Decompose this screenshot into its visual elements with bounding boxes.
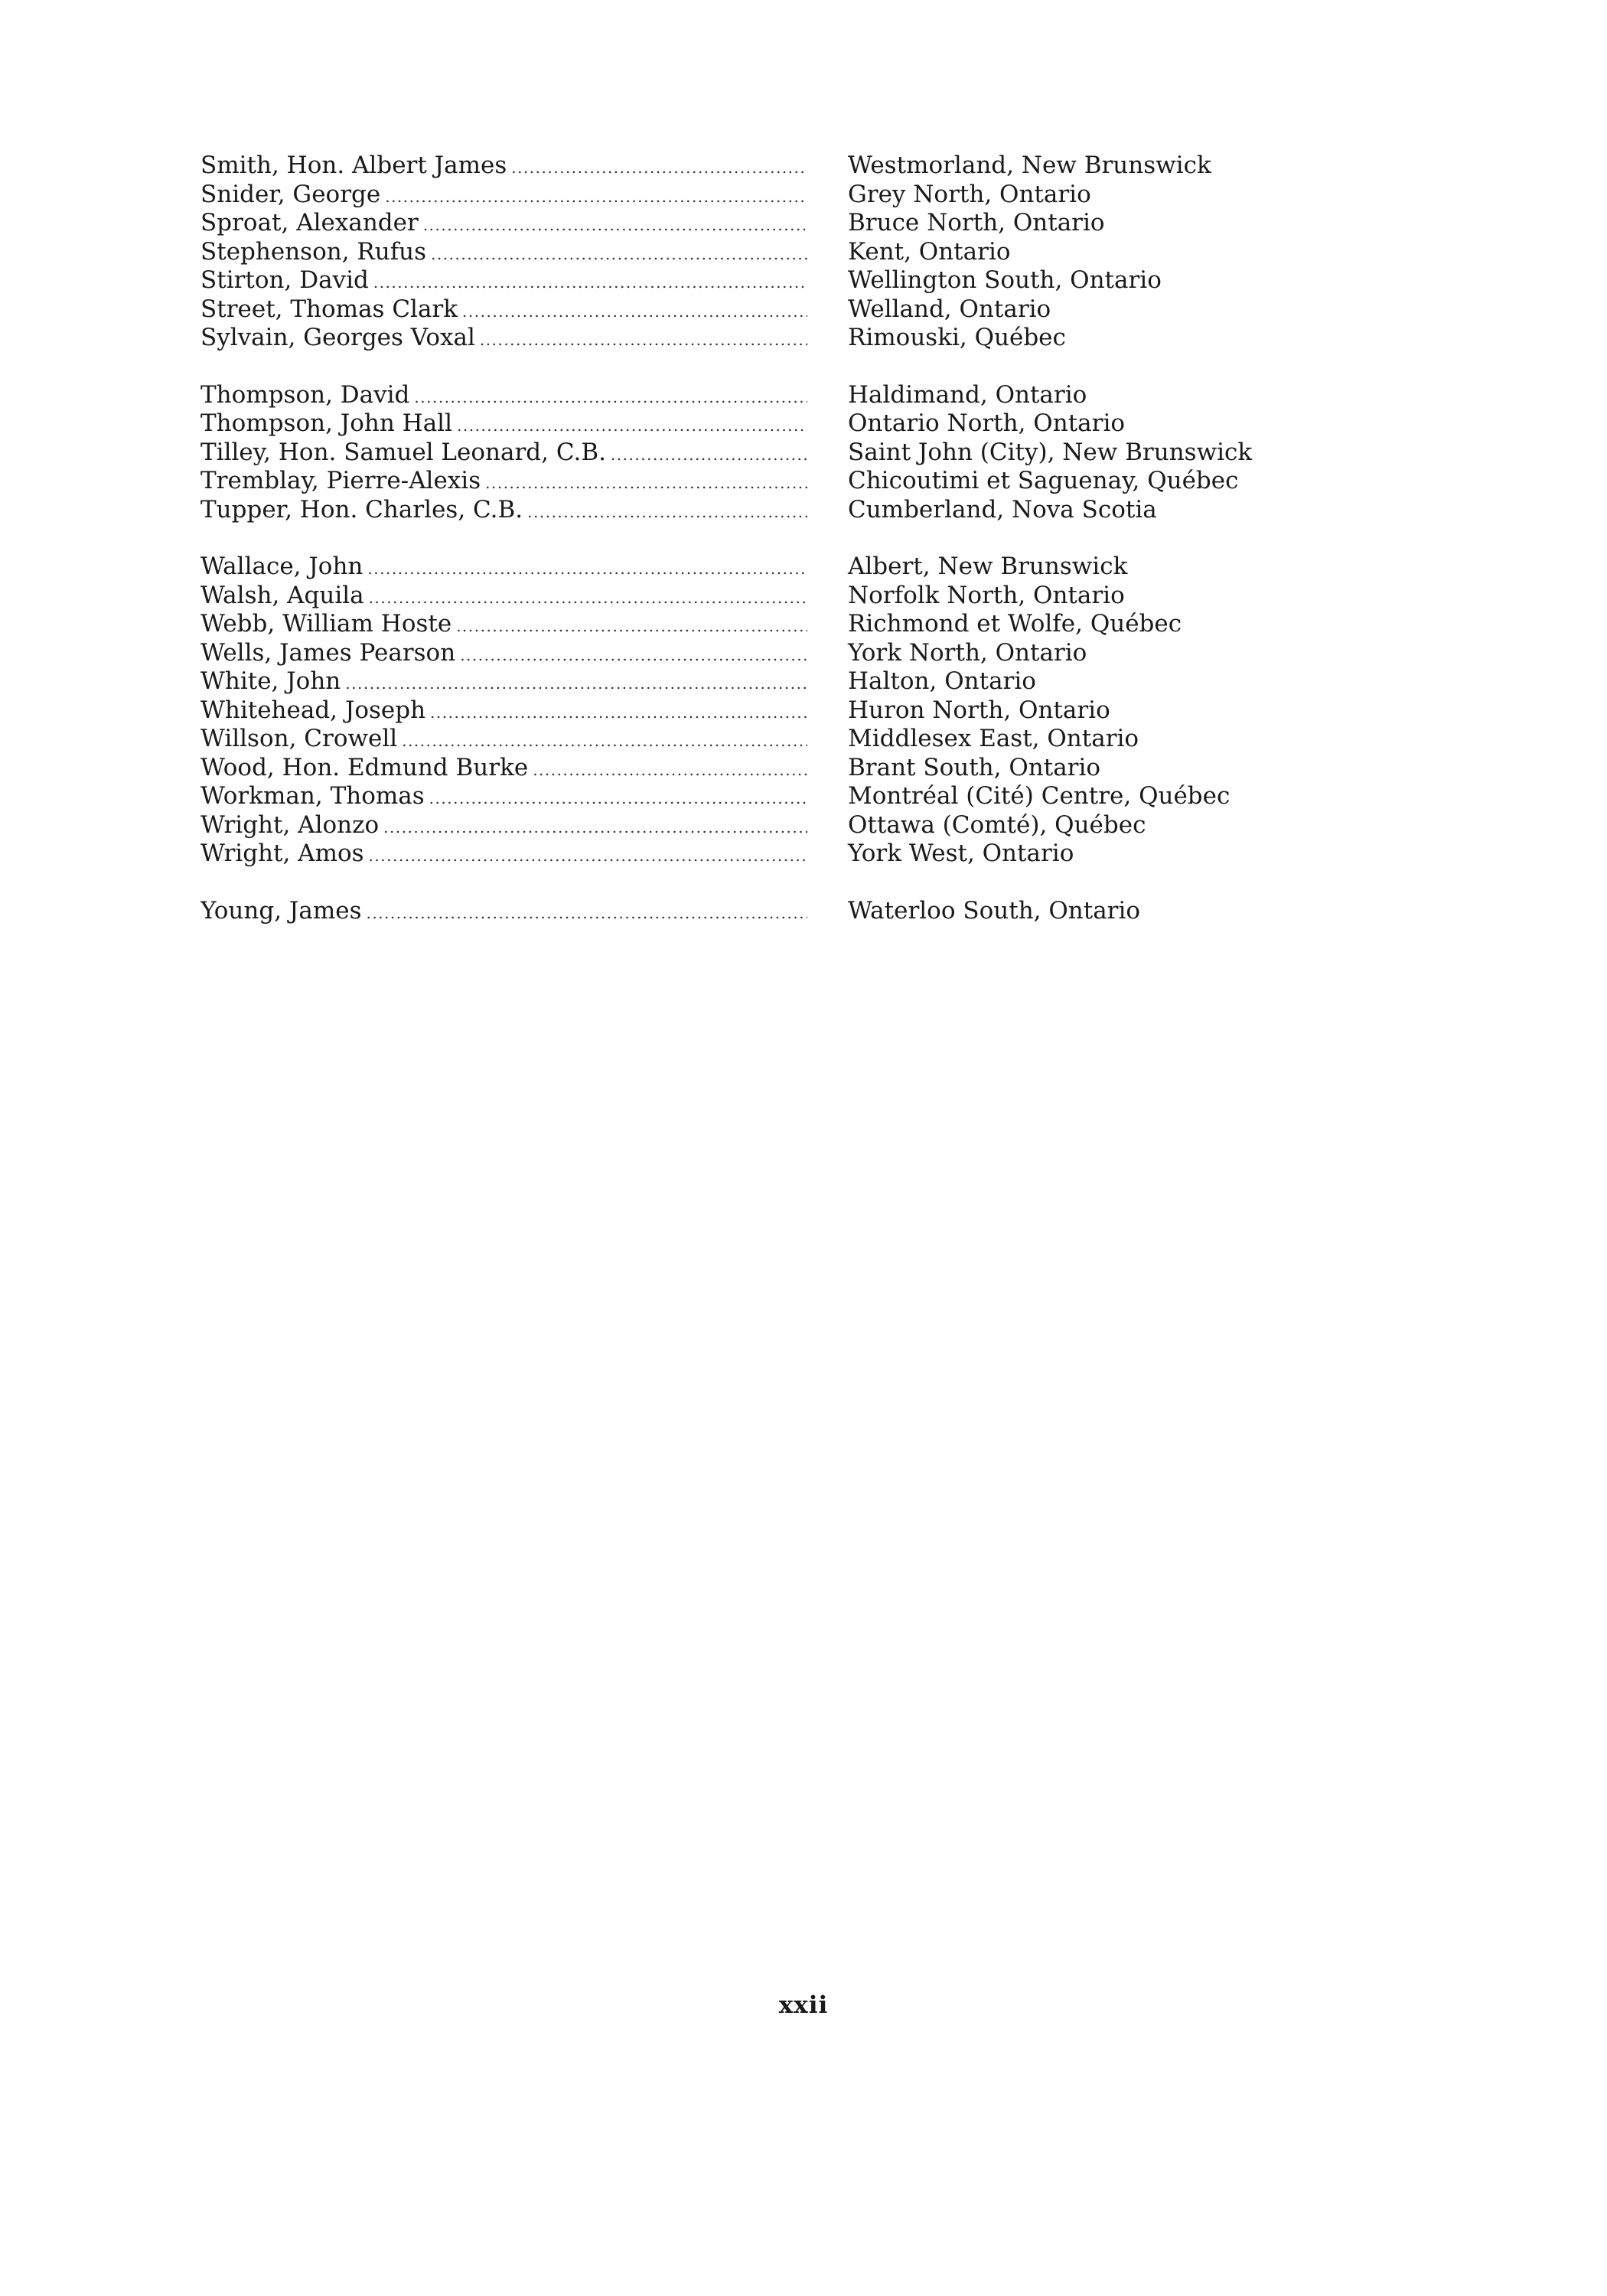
dot-leader [511,154,807,183]
member-name: Wood, Hon. Edmund Burke [200,753,529,781]
riding-name: Ontario North, Ontario [848,409,1126,437]
dot-leader [462,298,807,327]
member-cell [200,840,807,871]
member-cell [200,897,807,928]
dot-leader [385,183,807,212]
riding-name: Kent, Ontario [848,237,1011,266]
member-cell [200,209,807,240]
member-cell [200,782,807,814]
page-number: xxii [778,1991,829,2019]
list-item [200,439,1348,468]
member-name: Thompson, David [200,380,410,409]
member-cell [200,667,807,699]
riding-name: Montréal (Cité) Centre, Québec [848,782,1231,810]
member-cell [200,266,807,298]
member-name: Street, Thomas Clark [200,295,458,323]
riding-name: Welland, Ontario [848,295,1051,323]
riding-name: Westmorland, New Brunswick [848,152,1211,179]
dot-leader [366,899,807,928]
list-item [200,209,1348,238]
list-item [200,782,1348,811]
dot-leader [423,211,807,240]
member-name: Stephenson, Rufus [200,237,427,266]
riding-name: Grey North, Ontario [848,180,1091,208]
member-cell [200,639,807,670]
riding-name: Halton, Ontario [848,667,1036,695]
member-name: Whitehead, Joseph [200,696,426,724]
dot-leader [369,842,807,871]
riding-name: Waterloo South, Ontario [848,896,1141,925]
list-item [200,754,1348,783]
dot-leader [345,670,807,699]
list-item [200,553,1348,582]
dot-leader [369,584,807,613]
member-name: Willson, Crowell [200,725,398,752]
list-item [200,639,1348,668]
member-cell [200,610,807,641]
riding-name: Brant South, Ontario [848,753,1101,781]
member-name: Snider, George [200,180,381,208]
dot-leader [402,727,807,756]
dot-leader [485,469,807,498]
dot-leader [429,784,807,814]
member-cell [200,496,807,527]
dot-leader [367,555,807,584]
list-item [200,152,1348,181]
member-cell [200,152,807,183]
member-name: Webb, William Hoste [200,610,452,638]
dot-leader [480,326,807,355]
list-item [200,467,1348,496]
dot-leader [457,412,807,441]
riding-name: Huron North, Ontario [848,696,1110,724]
member-name: Sproat, Alexander [200,209,419,236]
member-name: Wright, Alonzo [200,810,380,839]
member-name: Wright, Amos [200,840,364,867]
riding-name: Bruce North, Ontario [848,209,1105,236]
riding-name: Chicoutimi et Saguenay, Québec [848,467,1239,494]
list-item [200,409,1348,439]
letter-group-y [200,897,1348,926]
list-item [200,610,1348,639]
list-item [200,897,1348,926]
list-item [200,295,1348,325]
list-item [200,840,1348,869]
member-cell [200,381,807,413]
list-item [200,667,1348,696]
member-name: Tilley, Hon. Samuel Leonard, C.B. [200,438,606,466]
member-name: Wells, James Pearson [200,638,456,667]
member-name: Walsh, Aquila [200,581,364,609]
dot-leader [460,641,807,670]
member-cell [200,811,807,843]
riding-name: Haldimand, Ontario [848,380,1087,409]
dot-leader [533,756,807,785]
dot-leader [527,498,807,527]
member-cell [200,553,807,584]
dot-leader [456,612,807,641]
list-item [200,582,1348,611]
member-name: Workman, Thomas [200,782,425,810]
letter-group-w [200,553,1348,869]
riding-name: Ottawa (Comté), Québec [848,810,1146,839]
member-cell [200,754,807,785]
dot-leader [373,269,807,298]
member-cell [200,467,807,498]
list-item [200,266,1348,295]
dot-leader [611,441,807,470]
member-cell [200,238,807,269]
letter-group-t [200,381,1348,525]
member-name: Sylvain, Georges Voxal [200,324,475,351]
member-cell [200,295,807,327]
riding-name: Cumberland, Nova Scotia [848,495,1157,523]
member-name: Thompson, John Hall [200,409,453,437]
member-name: Smith, Hon. Albert James [200,152,507,179]
member-cell [200,582,807,613]
member-name: Young, James [200,896,362,925]
member-name: White, John [200,667,341,695]
letter-group-s [200,152,1348,353]
member-name: Stirton, David [200,266,369,294]
list-item [200,181,1348,210]
dot-leader [431,240,807,269]
riding-name: Albert, New Brunswick [848,553,1128,580]
list-item [200,725,1348,754]
member-name: Tremblay, Pierre-Alexis [200,467,481,494]
list-item [200,238,1348,267]
member-cell [200,696,807,728]
dot-leader [383,814,807,843]
member-cell [200,725,807,756]
dot-leader [414,383,807,413]
riding-name: York West, Ontario [848,840,1074,867]
member-name: Wallace, John [200,553,363,580]
list-item [200,324,1348,353]
riding-name: Norfolk North, Ontario [848,581,1125,609]
member-cell [200,409,807,441]
member-list [200,152,1348,954]
riding-name: Middlesex East, Ontario [848,725,1139,752]
riding-name: Saint John (City), New Brunswick [848,438,1253,466]
riding-name: Wellington South, Ontario [848,266,1162,294]
riding-name: Richmond et Wolfe, Québec [848,610,1182,638]
riding-name: Rimouski, Québec [848,324,1066,351]
dot-leader [430,699,807,728]
member-name: Tupper, Hon. Charles, C.B. [200,495,523,523]
riding-name: York North, Ontario [848,638,1087,667]
list-item [200,811,1348,840]
member-cell [200,324,807,355]
list-item [200,381,1348,410]
member-cell [200,181,807,212]
member-cell [200,439,807,470]
list-item [200,696,1348,726]
list-item [200,496,1348,525]
